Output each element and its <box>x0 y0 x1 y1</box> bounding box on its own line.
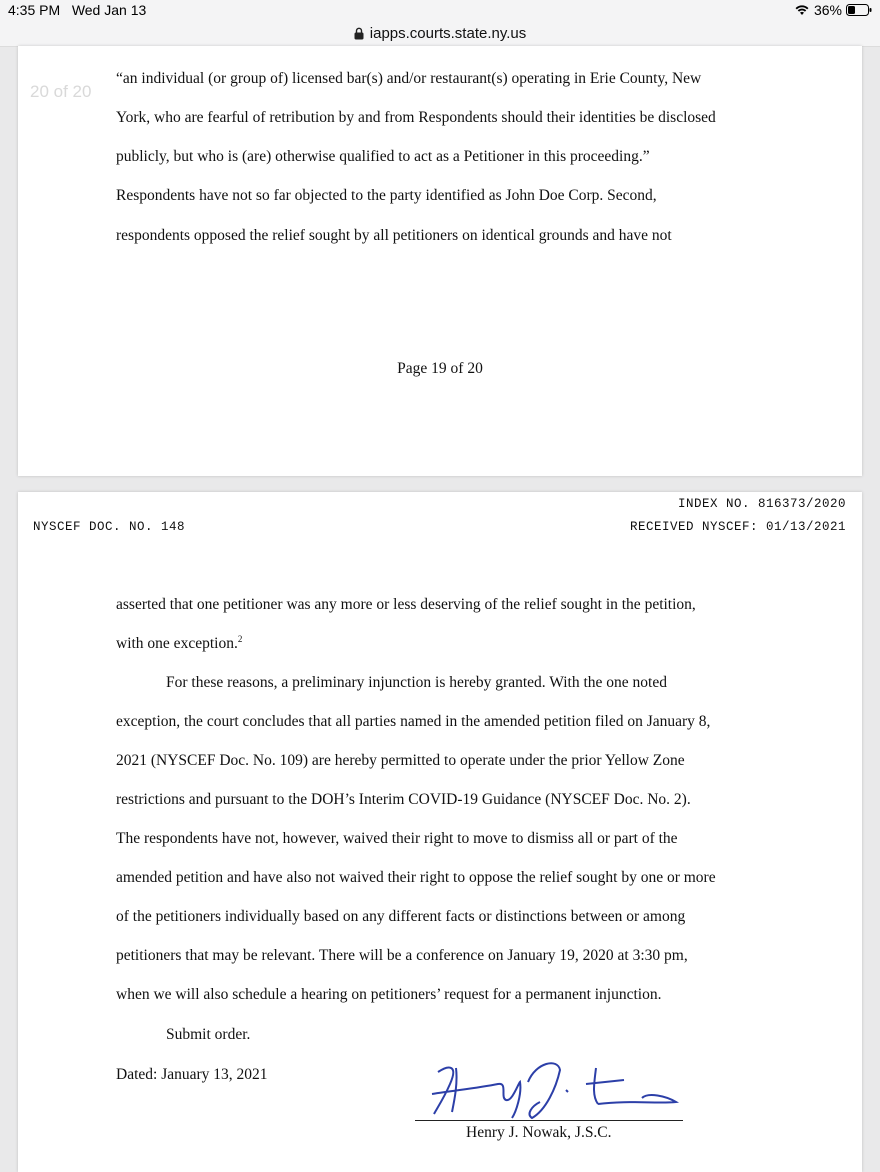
pdf-page-19 <box>18 46 862 476</box>
footnote-marker[interactable]: 2 <box>237 634 243 644</box>
body-text: with one exception. <box>116 635 238 653</box>
body-line: petitioners that may be relevant. There will be a conference on January 19, 2020 at 3:30 pm, <box>116 947 688 964</box>
body-line: Respondents have not so far objected to the party identified as John Doe Corp. Second, <box>116 187 657 204</box>
body-line: when we will also schedule a hearing on petitioners’ request for a permanent injunction. <box>116 986 662 1003</box>
submit-order: Submit order. <box>166 1026 251 1043</box>
date-text: Wed Jan 13 <box>71 2 147 18</box>
body-line <box>116 634 242 653</box>
time-text: 4:35 PM <box>8 2 61 18</box>
wifi-icon <box>794 4 810 16</box>
dated-line: Dated: January 13, 2021 <box>116 1066 268 1083</box>
status-right <box>794 2 872 18</box>
nyscef-doc-number: NYSCEF DOC. NO. 148 <box>33 520 186 534</box>
body-line: 2021 (NYSCEF Doc. No. 109) are hereby permitted to operate under the prior Yellow Zone <box>116 752 685 769</box>
body-line: of the petitioners individually based on any different facts or distinctions between or among <box>116 908 686 925</box>
url-text[interactable]: iapps.courts.state.ny.us <box>369 24 527 42</box>
battery-percent: 36% <box>813 2 842 18</box>
signature <box>428 1054 688 1124</box>
lock-icon <box>354 27 364 40</box>
status-time <box>8 2 146 18</box>
signature-line <box>415 1120 683 1121</box>
body-line: respondents opposed the relief sought by all petitioners on identical grounds and have not <box>116 227 672 244</box>
body-line: amended petition and have also not waived their right to oppose the relief sought by one or more <box>116 869 716 886</box>
body-line: “an individual (or group of) licensed bar(s) and/or restaurant(s) operating in Erie County, New <box>116 70 702 87</box>
body-line: For these reasons, a preliminary injunction is hereby granted. With the one noted <box>166 674 667 691</box>
page-number: Page 19 of 20 <box>397 360 483 377</box>
address-bar[interactable] <box>0 20 880 47</box>
battery-icon <box>846 4 872 16</box>
body-line: asserted that one petitioner was any more or less deserving of the relief sought in the petition, <box>116 596 696 613</box>
pdf-page-20 <box>18 492 862 1172</box>
index-number: INDEX NO. 816373/2020 <box>677 497 846 511</box>
body-line: publicly, but who is (are) otherwise qualified to act as a Petitioner in this proceeding.” <box>116 148 650 165</box>
body-line: York, who are fearful of retribution by and from Respondents should their identities be disclosed <box>116 109 716 126</box>
page-indicator: 20 of 20 <box>30 82 92 101</box>
body-line: The respondents have not, however, waived their right to move to dismiss all or part of the <box>116 830 678 847</box>
body-line: exception, the court concludes that all parties named in the amended petition filed on January 8, <box>116 713 711 730</box>
signer-name: Henry J. Nowak, J.S.C. <box>466 1124 612 1141</box>
received-date: RECEIVED NYSCEF: 01/13/2021 <box>629 520 846 534</box>
status-bar <box>0 0 880 20</box>
body-line: restrictions and pursuant to the DOH’s Interim COVID-19 Guidance (NYSCEF Doc. No. 2). <box>116 791 691 808</box>
